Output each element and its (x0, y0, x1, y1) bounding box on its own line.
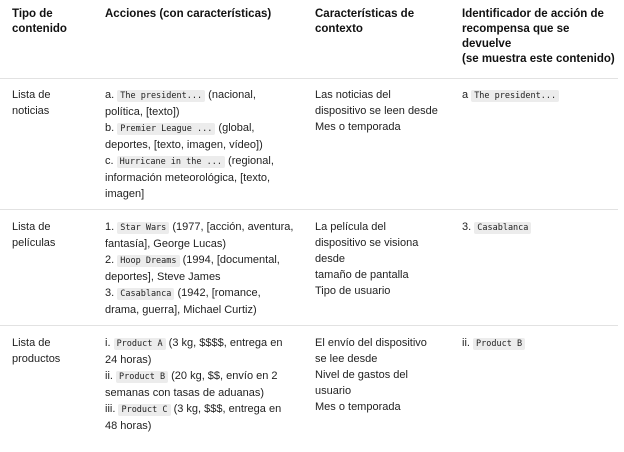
code-snippet: Product C (118, 404, 170, 416)
context-line: desde (315, 253, 345, 265)
text-fragment: iii. (105, 403, 119, 415)
context-line: tamaño de pantalla (315, 269, 409, 281)
action-line: drama, guerra], Michael Curtiz) (105, 304, 257, 316)
action-line: fantasía], George Lucas) (105, 238, 227, 250)
text-fragment: 1. (105, 221, 118, 233)
header-line: Características de (315, 8, 415, 20)
code-snippet: Product B (473, 338, 525, 350)
context-line: El envío del dispositivo (315, 337, 427, 349)
text-fragment: (nacional, (205, 89, 256, 101)
action-line (105, 120, 305, 137)
text-fragment: (global, (215, 122, 255, 134)
code-snippet: Casablanca (117, 288, 174, 300)
row-noticias-type (12, 87, 92, 119)
action-line: semanas con tasas de aduanas) (105, 387, 264, 399)
text-fragment: 2. (105, 254, 118, 266)
row-peliculas-context (315, 219, 455, 299)
header-contexto (315, 7, 455, 37)
context-line: Mes o temporada (315, 401, 401, 413)
text-fragment: ii. (105, 370, 116, 382)
action-line: 24 horas) (105, 354, 152, 366)
action-line: deportes], Steve James (105, 271, 221, 283)
text-fragment: (3 kg, $$$, entrega en (170, 403, 282, 415)
reward-line (462, 219, 620, 236)
action-line: deportes, [texto, imagen, vídeo]) (105, 139, 263, 151)
action-line (105, 368, 305, 385)
context-line: Nivel de gastos del (315, 369, 408, 381)
row-divider (0, 325, 618, 326)
context-line: dispositivo se leen desde (315, 105, 438, 117)
type-line: Lista de (12, 337, 51, 349)
text-fragment: (3 kg, $$$$, entrega en (165, 337, 283, 349)
row-divider (0, 209, 618, 210)
text-fragment: 3. (105, 287, 118, 299)
action-line (105, 285, 305, 302)
text-fragment: (20 kg, $$, envío en 2 (168, 370, 278, 382)
context-line: se lee desde (315, 353, 378, 365)
action-line: imagen] (105, 188, 145, 200)
code-snippet: Casablanca (474, 222, 531, 234)
context-line: dispositivo se visiona (315, 237, 419, 249)
type-line: productos (12, 353, 61, 365)
reward-line (462, 335, 620, 352)
row-noticias-actions (105, 87, 305, 202)
code-snippet: Hurricane in the ... (117, 156, 225, 168)
row-peliculas-actions (105, 219, 305, 318)
action-line (105, 87, 305, 104)
header-line: contexto (315, 23, 363, 35)
action-line (105, 153, 305, 170)
text-fragment: b. (105, 122, 118, 134)
header-line: devuelve (462, 38, 512, 50)
code-snippet: Hoop Dreams (117, 255, 179, 267)
text-fragment: 3. (462, 221, 475, 233)
row-productos-type (12, 335, 92, 367)
header-line: Tipo de (12, 8, 53, 20)
text-fragment: ii. (462, 337, 473, 349)
code-snippet: The president... (117, 90, 205, 102)
header-line: Acciones (con características) (105, 8, 272, 20)
type-line: noticias (12, 105, 50, 117)
code-snippet: Product B (116, 371, 168, 383)
header-tipo-contenido (12, 7, 92, 37)
action-line: información meteorológica, [texto, (105, 172, 271, 184)
text-fragment: (1977, [acción, aventura, (169, 221, 294, 233)
context-line: usuario (315, 385, 352, 397)
header-acciones (105, 7, 305, 22)
header-line: recompensa que se (462, 23, 570, 35)
row-productos-context (315, 335, 455, 415)
code-snippet: The president... (471, 90, 559, 102)
code-snippet: Star Wars (117, 222, 169, 234)
type-line: Lista de (12, 221, 51, 233)
text-fragment: i. (105, 337, 114, 349)
row-productos-actions (105, 335, 305, 434)
text-fragment: (1942, [romance, (174, 287, 261, 299)
header-line: Identificador de acción de (462, 8, 604, 20)
header-line: (se muestra este contenido) (462, 53, 615, 65)
text-fragment: (1994, [documental, (179, 254, 280, 266)
context-line: Las noticias del (315, 89, 391, 101)
context-line: La película del (315, 221, 386, 233)
action-line (105, 252, 305, 269)
action-line (105, 335, 305, 352)
row-peliculas-reward (462, 219, 620, 236)
action-line (105, 219, 305, 236)
context-line: Mes o temporada (315, 121, 401, 133)
action-line (105, 401, 305, 418)
context-line: Tipo de usuario (315, 285, 391, 297)
row-noticias-reward (462, 87, 620, 104)
type-line: películas (12, 237, 56, 249)
type-line: Lista de (12, 89, 51, 101)
row-noticias-context (315, 87, 455, 135)
row-peliculas-type (12, 219, 92, 251)
text-fragment: a (462, 89, 472, 101)
text-fragment: (regional, (224, 155, 274, 167)
row-divider (0, 78, 618, 79)
header-line: contenido (12, 23, 67, 35)
reward-line (462, 87, 620, 104)
row-productos-reward (462, 335, 620, 352)
code-snippet: Premier League ... (117, 123, 215, 135)
text-fragment: c. (105, 155, 117, 167)
text-fragment: a. (105, 89, 118, 101)
header-recompensa (462, 7, 620, 67)
action-line: política, [texto]) (105, 106, 180, 118)
action-line: 48 horas) (105, 420, 152, 432)
code-snippet: Product A (114, 338, 166, 350)
